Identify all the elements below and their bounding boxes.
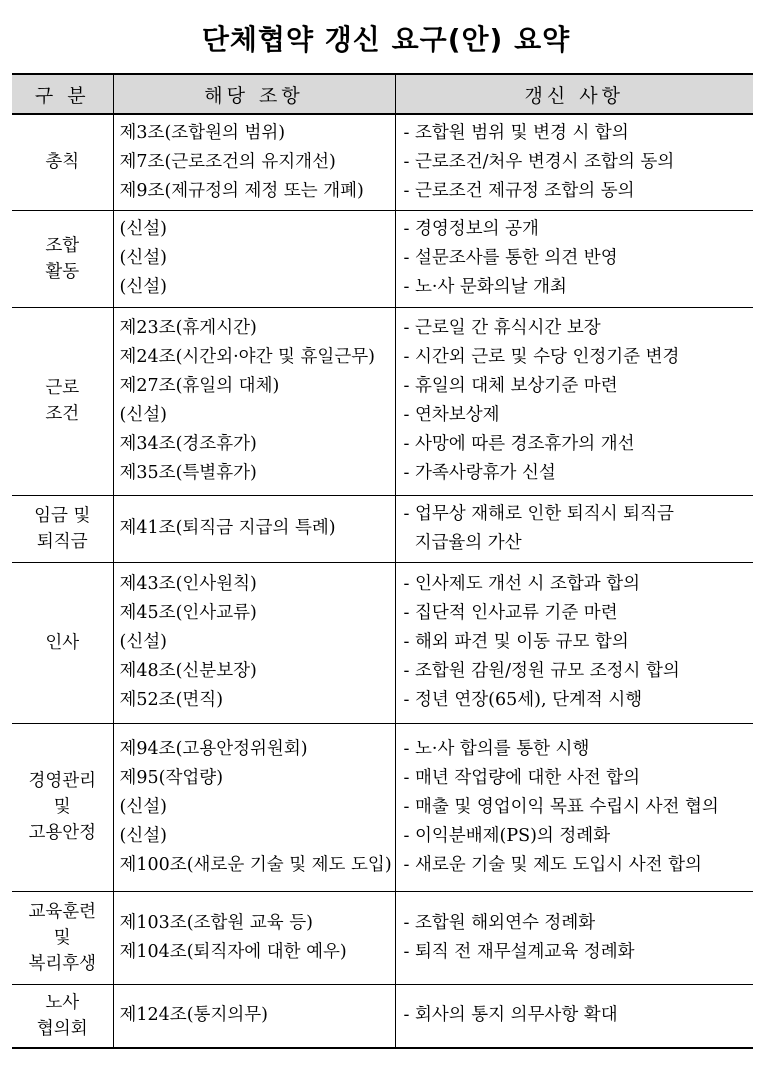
article-cell-line: (신설) (119, 405, 167, 425)
article-cell-line: 제7조(근로조건의 유지개선) (119, 151, 336, 172)
article-cell-line: 제9조(제규정의 제정 또는 개폐) (119, 180, 364, 201)
category-cell-line: 복리후생 (28, 953, 97, 974)
category-cell-line: 경영관리 (28, 771, 97, 791)
article-cell (113, 891, 395, 984)
header-change: 갱신 사항 (395, 74, 753, 114)
article-cell (113, 984, 395, 1048)
category-cell-line: 근로 (45, 378, 80, 398)
category-cell-line: 고용안정 (28, 823, 97, 843)
article-cell-line: 제24조(시간외·야간 및 휴일근무) (119, 347, 375, 367)
article-cell-line: 제95(작업량) (119, 767, 224, 788)
table-body (12, 114, 753, 1048)
change-cell (395, 307, 753, 495)
change-cell-line: - 새로운 기술 및 제도 도입시 사전 합의 (403, 854, 702, 875)
category-cell (12, 495, 113, 562)
change-cell (395, 562, 753, 723)
article-cell-line: 제100조(새로운 기술 및 제도 도입) (119, 854, 392, 875)
table-header-row (12, 74, 753, 114)
article-cell-line: 제23조(휴게시간) (119, 318, 257, 338)
article-cell (113, 210, 395, 307)
table-row (12, 984, 753, 1048)
table-row (12, 114, 753, 210)
category-cell (12, 307, 113, 495)
article-cell (113, 723, 395, 891)
article-cell-line: (신설) (119, 277, 167, 297)
category-cell (12, 723, 113, 891)
change-cell-line: - 근로조건 제규정 조합의 동의 (403, 180, 635, 201)
change-cell (395, 723, 753, 891)
change-cell-line: - 매년 작업량에 대한 사전 합의 (403, 767, 641, 788)
article-cell-line: 제34조(경조휴가) (119, 434, 257, 454)
article-cell-line: 제94조(고용안정위원회) (119, 738, 308, 759)
change-cell-line: - 집단적 인사교류 기준 마련 (403, 603, 618, 623)
category-cell (12, 562, 113, 723)
change-cell-line: - 노·사 문화의날 개최 (403, 277, 567, 297)
change-cell (395, 210, 753, 307)
change-cell-line: - 휴일의 대체 보상기준 마련 (403, 376, 618, 396)
article-cell-line: (신설) (119, 248, 167, 268)
article-cell-line: 제48조(신분보장) (119, 661, 257, 681)
category-cell-line: 임금 및 (34, 505, 91, 526)
change-cell-line: - 매출 및 영업이익 목표 수립시 사전 협의 (403, 796, 719, 817)
change-cell-line: - 연차보상제 (403, 405, 500, 425)
change-cell (395, 891, 753, 984)
article-cell-line: (신설) (119, 632, 167, 652)
change-cell-line: - 해외 파견 및 이동 규모 합의 (403, 632, 629, 652)
change-cell-line: - 업무상 재해로 인한 퇴직시 퇴직금 (403, 503, 674, 524)
change-cell-line: - 설문조사를 통한 의견 반영 (403, 248, 618, 268)
table-row (12, 562, 753, 723)
change-cell (395, 984, 753, 1048)
document-title: 단체협약 갱신 요구(안) 요약 (201, 23, 571, 56)
article-cell (113, 562, 395, 723)
summary-table (12, 73, 753, 1049)
change-cell-line: - 근로일 간 휴식시간 보장 (403, 318, 601, 338)
category-cell-line: 및 (53, 927, 71, 948)
article-cell-line: 제124조(통지의무) (119, 1005, 268, 1026)
category-cell-line: 교육훈련 (28, 901, 97, 922)
article-cell (113, 495, 395, 562)
category-cell-line: 노사 (45, 992, 80, 1013)
change-cell-line: - 조합원 해외연수 정례화 (403, 912, 596, 933)
category-cell-line: 퇴직금 (36, 531, 88, 552)
header-category: 구 분 (12, 74, 113, 114)
change-cell-line: - 가족사랑휴가 신설 (403, 463, 556, 483)
change-cell (395, 114, 753, 210)
category-cell-line: 총칙 (45, 152, 80, 173)
change-cell-line: - 인사제도 개선 시 조합과 합의 (403, 574, 641, 594)
category-cell-line: 조합 (45, 235, 80, 256)
article-cell-line: (신설) (119, 825, 167, 846)
table-row (12, 891, 753, 984)
article-cell-line: 제35조(특별휴가) (119, 463, 257, 483)
change-cell-line: - 노·사 합의를 통한 시행 (403, 738, 590, 759)
change-cell-line: - 정년 연장(65세), 단계적 시행 (403, 690, 643, 710)
article-cell-line: 제27조(휴일의 대체) (119, 376, 280, 396)
change-cell-line: - 조합원 범위 및 변경 시 합의 (403, 122, 629, 143)
article-cell-line: 제41조(퇴직금 지급의 특례) (119, 518, 336, 538)
change-cell-line: - 이익분배제(PS)의 정례화 (403, 825, 611, 846)
article-cell-line: (신설) (119, 219, 167, 239)
category-cell (12, 891, 113, 984)
table-row (12, 210, 753, 307)
category-cell-line: 인사 (45, 632, 80, 653)
category-cell (12, 210, 113, 307)
change-cell (395, 495, 753, 562)
article-cell-line: 제45조(인사교류) (119, 603, 257, 623)
article-cell (113, 114, 395, 210)
category-cell-line: 활동 (45, 261, 80, 282)
article-cell-line: 제3조(조합원의 범위) (119, 122, 286, 143)
table-row (12, 495, 753, 562)
change-cell-line: - 시간외 근로 및 수당 인정기준 변경 (403, 347, 680, 367)
category-cell (12, 114, 113, 210)
change-cell-line: - 경영정보의 공개 (403, 219, 539, 239)
article-cell-line: (신설) (119, 796, 167, 817)
article-cell (113, 307, 395, 495)
article-cell-line: 제52조(면직) (119, 690, 224, 710)
table-row (12, 723, 753, 891)
article-cell-line: 제104조(퇴직자에 대한 예우) (119, 941, 347, 962)
table-row (12, 307, 753, 495)
article-cell-line: 제103조(조합원 교육 등) (119, 912, 313, 933)
change-cell-line: - 회사의 통지 의무사항 확대 (403, 1005, 618, 1026)
category-cell-line: 협의회 (36, 1018, 88, 1039)
change-cell-line: - 조합원 감원/정원 규모 조정시 합의 (403, 661, 680, 681)
change-cell-line: - 퇴직 전 재무설계교육 정례화 (403, 941, 635, 962)
article-cell-line: 제43조(인사원칙) (119, 574, 257, 594)
change-cell-line: - 근로조건/처우 변경시 조합의 동의 (403, 151, 675, 172)
header-article: 해당 조항 (113, 74, 395, 114)
change-cell-line: - 사망에 따른 경조휴가의 개선 (403, 434, 635, 454)
category-cell-line: 조건 (45, 404, 80, 424)
change-cell-line: 지급율의 가산 (403, 532, 522, 553)
category-cell (12, 984, 113, 1048)
category-cell-line: 및 (53, 797, 71, 817)
